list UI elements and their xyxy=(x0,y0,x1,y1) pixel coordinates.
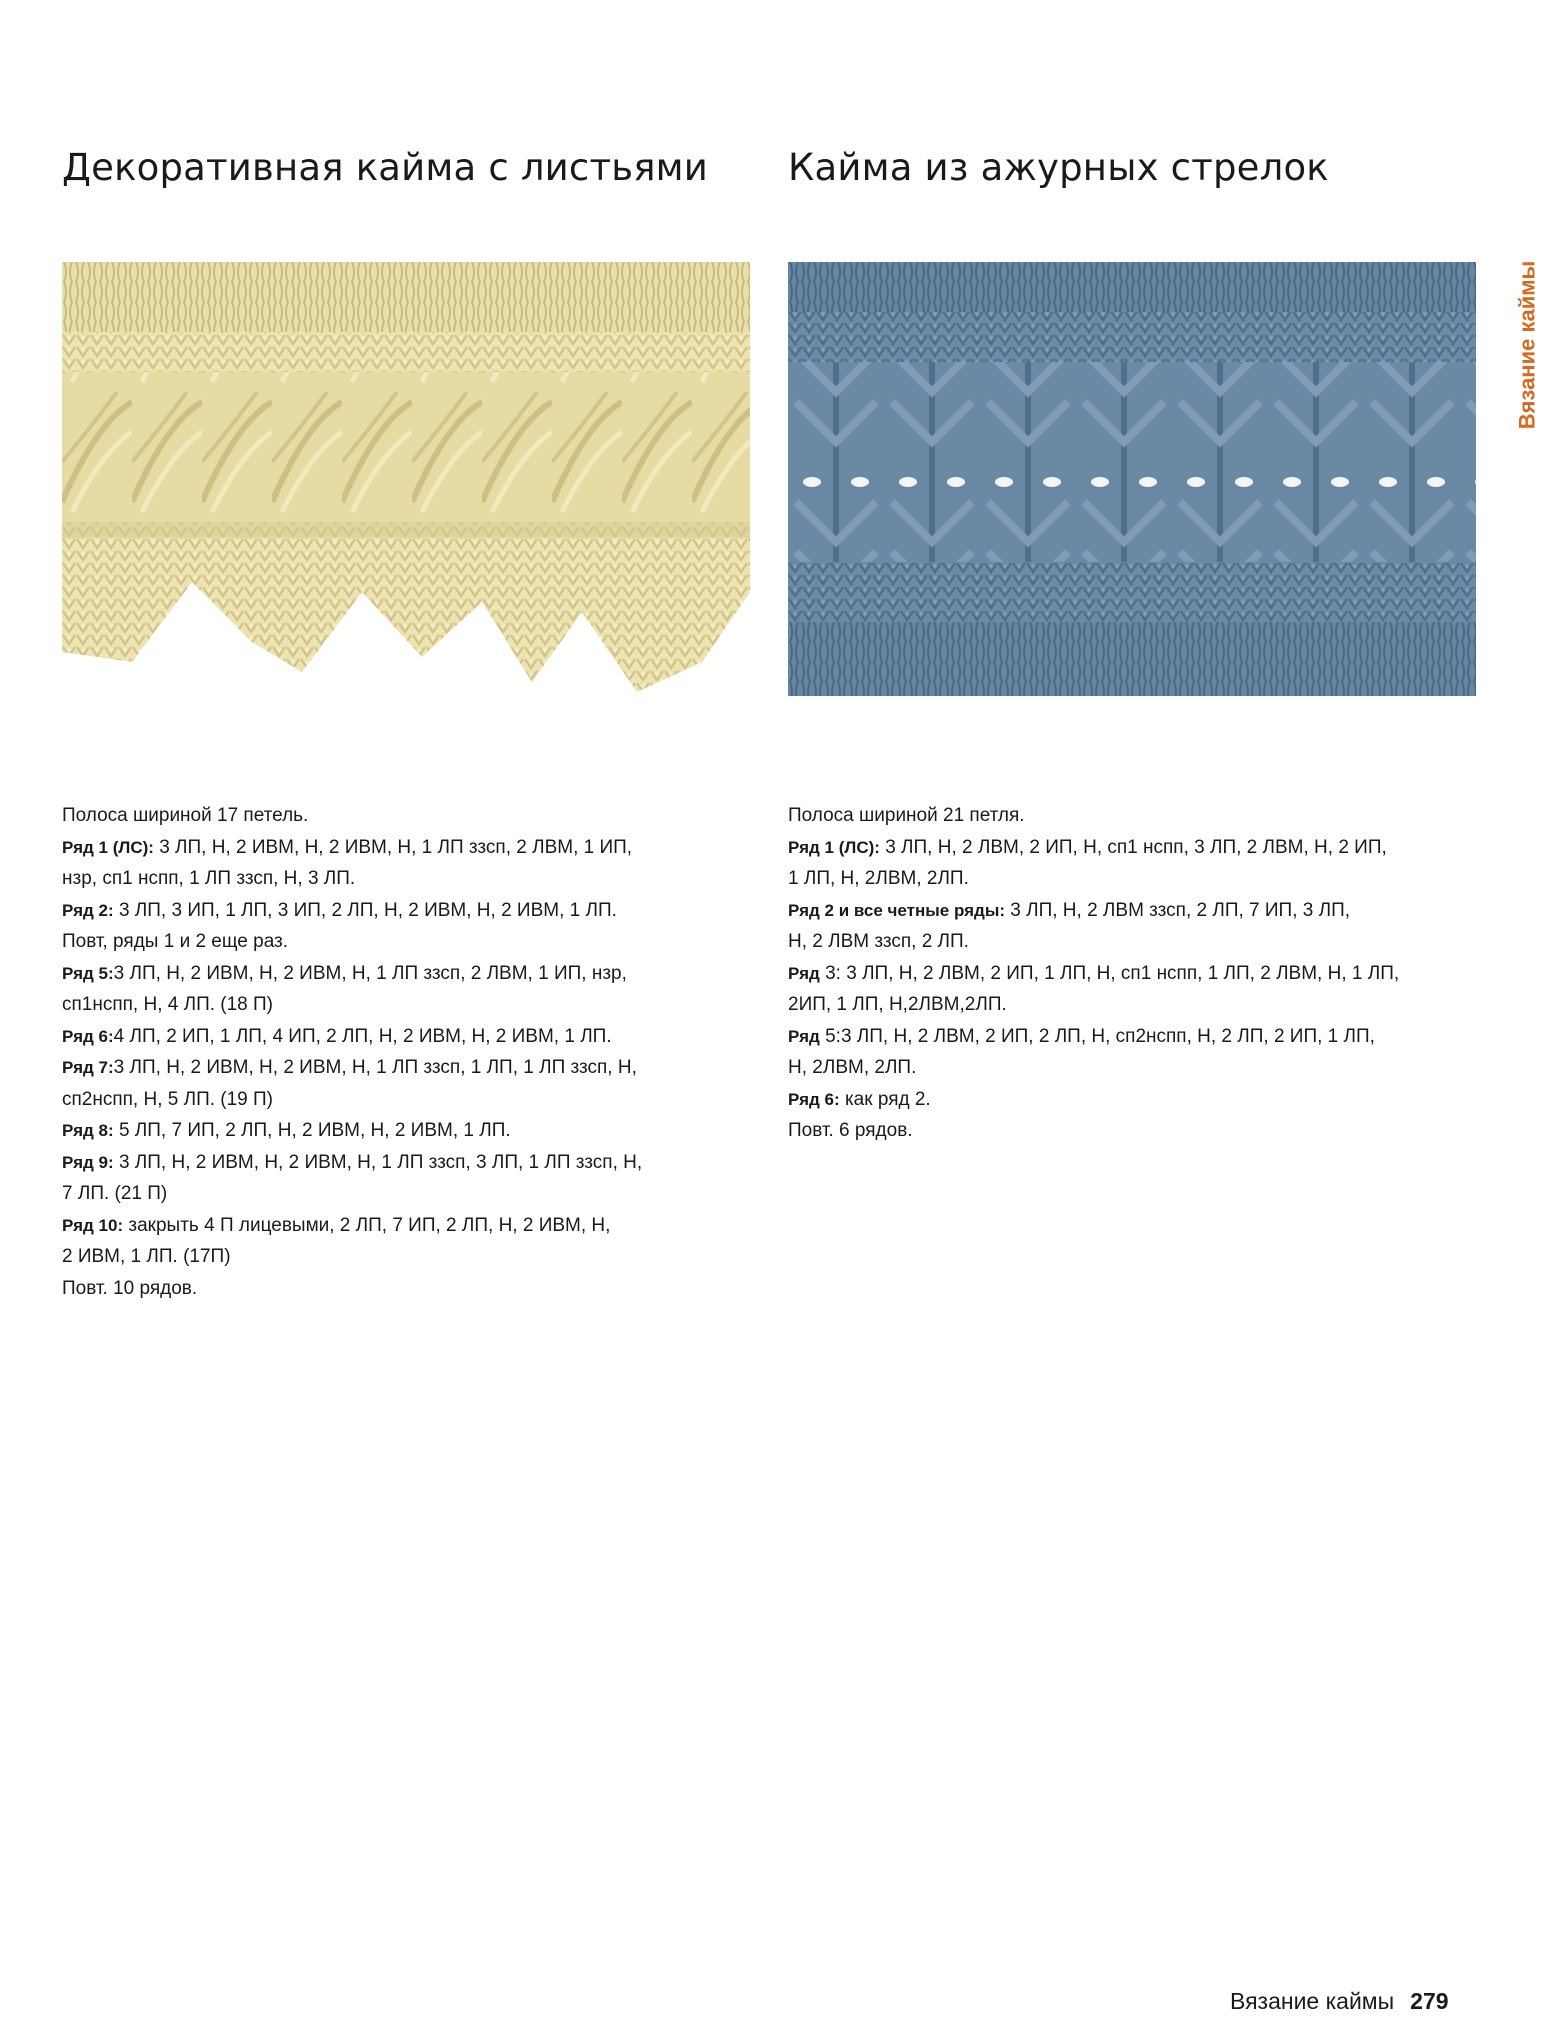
right-pattern-title: Кайма из ажурных стрелок xyxy=(788,146,1329,189)
instruction-line: 2 ИВМ, 1 ЛП. (17П) xyxy=(62,1246,231,1267)
instruction-line: Ряд 1 (ЛС): 3 ЛП, Н, 2 ЛВМ, 2 ИП, Н, сп1 нспп, 3 ЛП, 2 ЛВМ, Н, 2 ИП, xyxy=(788,836,1387,858)
instruction-line: Повт, ряды 1 и 2 еще раз. xyxy=(62,931,289,952)
instruction-line: Ряд 5:3 ЛП, Н, 2 ИВМ, Н, 2 ИВМ, Н, 1 ЛП ззсп, 2 ЛВМ, 1 ИП, нзр, xyxy=(62,962,627,984)
instruction-line: Ряд 2: 3 ЛП, 3 ИП, 1 ЛП, 3 ИП, 2 ЛП, Н, 2 ИВМ, Н, 2 ИВМ, 1 ЛП. xyxy=(62,899,617,921)
instruction-line: Ряд 9: 3 ЛП, Н, 2 ИВМ, Н, 2 ИВМ, Н, 1 ЛП ззсп, 3 ЛП, 1 ЛП ззсп, Н, xyxy=(62,1151,643,1173)
instruction-line: сп2нспп, Н, 5 ЛП. (19 П) xyxy=(62,1088,274,1110)
instruction-line: Н, 2 ЛВМ ззсп, 2 ЛП. xyxy=(788,931,969,952)
instruction-line: 1 ЛП, Н, 2ЛВМ, 2ЛП. xyxy=(788,868,969,889)
side-section-label: Вязание каймы xyxy=(1514,260,1540,430)
instruction-line: Ряд 7:3 ЛП, Н, 2 ИВМ, Н, 2 ИВМ, Н, 1 ЛП ззсп, 1 ЛП, 1 ЛП ззсп, Н, xyxy=(62,1057,637,1078)
footer-section-title: Вязание каймы xyxy=(1230,1988,1395,2014)
instruction-line: Полоса шириной 21 петля. xyxy=(788,805,1025,826)
instruction-line: Ряд 6: как ряд 2. xyxy=(788,1088,931,1110)
instruction-line: нзр, сп1 нспп, 1 ЛП ззсп, Н, 3 ЛП. xyxy=(62,868,356,889)
instruction-line: сп1нспп, Н, 4 ЛП. (18 П) xyxy=(62,994,274,1015)
instruction-line: Ряд 8: 5 ЛП, 7 ИП, 2 ЛП, Н, 2 ИВМ, Н, 2 ИВМ, 1 ЛП. xyxy=(62,1120,511,1141)
left-instructions xyxy=(62,800,642,1304)
instruction-line: 7 ЛП. (21 П) xyxy=(62,1183,168,1204)
instruction-line: Повт. 6 рядов. xyxy=(788,1120,913,1141)
leaf-edging-swatch-image xyxy=(62,262,750,712)
left-pattern-title: Декоративная кайма с листьями xyxy=(62,146,709,189)
page-number: 279 xyxy=(1410,1988,1449,2014)
instruction-line: Ряд 3: 3 ЛП, Н, 2 ЛВМ, 2 ИП, 1 ЛП, Н, сп1 нспп, 1 ЛП, 2 ЛВМ, Н, 1 ЛП, xyxy=(788,962,1400,984)
side-section-tab xyxy=(1507,250,1547,440)
instruction-line: Ряд 5:3 ЛП, Н, 2 ЛВМ, 2 ИП, 2 ЛП, Н, сп2нспп, Н, 2 ЛП, 2 ИП, 1 ЛП, xyxy=(788,1025,1375,1047)
page-footer xyxy=(1230,1988,1449,2015)
instruction-line: Полоса шириной 17 петель. xyxy=(62,805,309,826)
instruction-line: Повт. 10 рядов. xyxy=(62,1277,198,1299)
instruction-line: Ряд 6:4 ЛП, 2 ИП, 1 ЛП, 4 ИП, 2 ЛП, Н, 2 ИВМ, Н, 2 ИВМ, 1 ЛП. xyxy=(62,1025,612,1047)
instruction-line: Н, 2ЛВМ, 2ЛП. xyxy=(788,1057,917,1078)
instruction-line: Ряд 2 и все четные ряды: 3 ЛП, Н, 2 ЛВМ ззсп, 2 ЛП, 7 ИП, 3 ЛП, xyxy=(788,899,1351,921)
instruction-line: 2ИП, 1 ЛП, Н,2ЛВМ,2ЛП. xyxy=(788,994,1007,1015)
instruction-line: Ряд 10: закрыть 4 П лицевыми, 2 ЛП, 7 ИП, 2 ЛП, Н, 2 ИВМ, Н, xyxy=(62,1214,611,1236)
right-instructions xyxy=(788,800,1399,1147)
openwork-arrows-swatch-image xyxy=(788,262,1476,696)
instruction-line: Ряд 1 (ЛС): 3 ЛП, Н, 2 ИВМ, Н, 2 ИВМ, Н, 1 ЛП ззсп, 2 ЛВМ, 1 ИП, xyxy=(62,836,633,858)
